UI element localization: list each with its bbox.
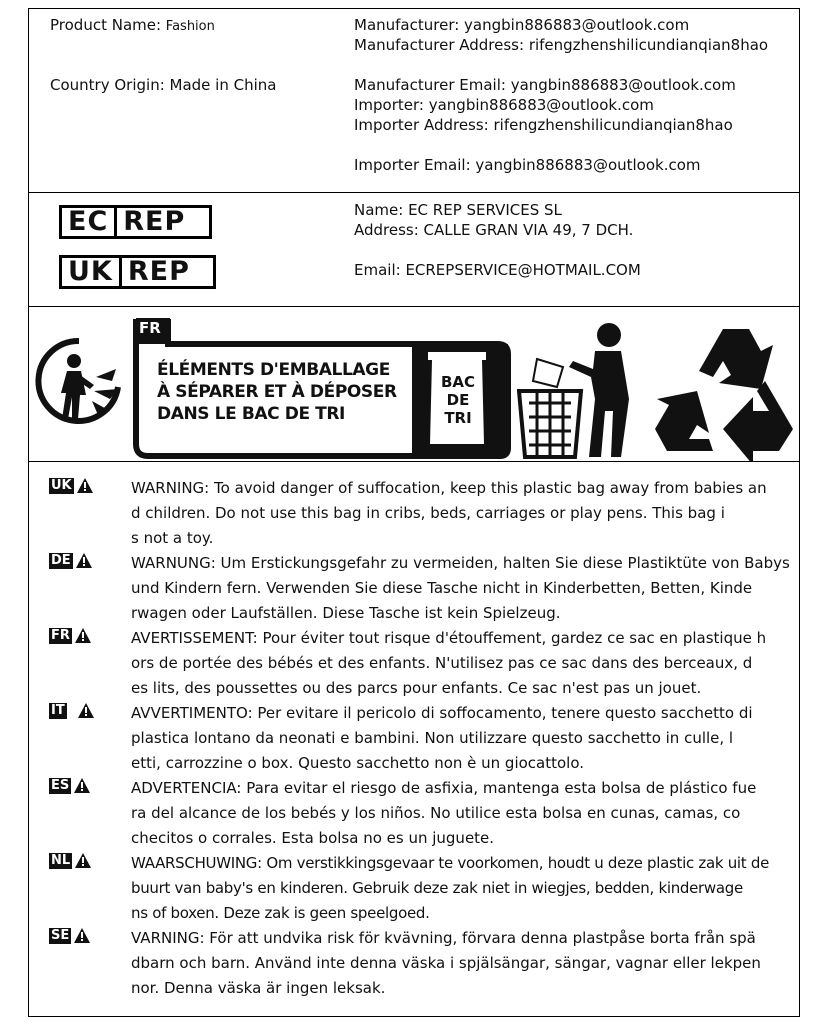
product-name: Product Name: Fashion	[50, 16, 215, 34]
recycling-line-3: DANS LE BAC DE TRI	[157, 404, 345, 424]
triman-recycle-icon	[34, 335, 124, 427]
divider	[29, 306, 799, 307]
rep-name: Name: EC REP SERVICES SL	[354, 201, 562, 219]
warning-text: AVERTISSEMENT: Pour éviter tout risque d'étouffement, gardez ce sac en plastique h ors de portée des bébés et des enfants. N'utilisez pas ce sac dans des berceaux, d es lits, des poussettes ou des parcs pour enfants. Ce sac n'est pas un jouet.	[131, 629, 767, 697]
warning-text: AVVERTIMENTO: Per evitare il pericolo di soffocamento, tenere questo sacchetto di plastica lontano da neonati e bambini. Non utilizzare questo sacchetto in culle, l etti, carrozzine o box. Questo sacchetto non è un giocattolo.	[131, 704, 753, 772]
rep-email: Email: ECREPSERVICE@HOTMAIL.COM	[354, 261, 641, 279]
language-code: ES	[51, 777, 70, 793]
warning-flag	[49, 852, 92, 869]
country-origin: Country Origin: Made in China	[50, 76, 277, 94]
tidyman-icon	[517, 319, 642, 461]
warning-flag	[49, 702, 95, 719]
warning-text: ADVERTENCIA: Para evitar el riesgo de asfixia, mantenga esta bolsa de plástico fue ra del alcance de los bebés y los niños. No utilice esta bolsa en cunas, camas, co checitos o corrales. Esta bolsa no es un juguete.	[131, 779, 757, 847]
divider	[29, 461, 799, 462]
warning-flag	[49, 477, 94, 494]
ec-rep-logo: EC REP	[59, 205, 212, 239]
warning-flag	[49, 627, 92, 644]
product-name-value: Fashion	[165, 19, 215, 34]
warning-flag	[49, 927, 91, 944]
recycle-arrows-icon	[653, 311, 799, 461]
importer: Importer: yangbin886883@outlook.com	[354, 96, 654, 114]
warning-triangle-icon	[74, 852, 92, 869]
language-code: NL	[51, 852, 71, 868]
rep-address: Address: CALLE GRAN VIA 49, 7 DCH.	[354, 221, 634, 239]
recycling-line-2: À SÉPARER ET À DÉPOSER	[157, 382, 397, 402]
language-code: DE	[51, 552, 71, 568]
language-code: UK	[51, 477, 72, 493]
warning-triangle-icon	[73, 927, 91, 944]
warning-triangle-icon	[77, 702, 95, 719]
warning-flag	[49, 552, 93, 569]
fr-tag: FR	[139, 319, 161, 337]
importer-email: Importer Email: yangbin886883@outlook.com	[354, 156, 701, 174]
bin-label: BAC DE TRI	[440, 373, 476, 427]
language-code: IT	[51, 702, 65, 718]
manufacturer-address: Manufacturer Address: rifengzhenshilicundianqian8hao	[354, 36, 769, 54]
divider	[29, 192, 799, 193]
warning-triangle-icon	[73, 777, 91, 794]
warning-text: WARNUNG: Um Erstickungsgefahr zu vermeiden, halten Sie diese Plastiktüte von Babys und Kindern fern. Verwenden Sie diese Tasche nicht in Kinderbetten, Betten, Kinde rwagen oder Laufställen. Diese Tasche ist kein Spielzeug.	[131, 554, 790, 622]
recycling-line-1: ÉLÉMENTS D'EMBALLAGE	[157, 360, 390, 380]
warning-text: WAARSCHUWING: Om verstikkingsgevaar te voorkomen, houdt u deze plastic zak uit de buurt van baby's en kinderen. Gebruik deze zak niet in wiegjes, bedden, kinderwage ns of boxen. Deze zak is geen speelgoed.	[131, 854, 770, 922]
recycling-text	[157, 359, 397, 425]
label-sheet	[28, 8, 800, 1017]
manufacturer-email: Manufacturer Email: yangbin886883@outlook.com	[354, 76, 736, 94]
manufacturer: Manufacturer: yangbin886883@outlook.com	[354, 16, 690, 34]
warning-triangle-icon	[75, 552, 93, 569]
language-code: SE	[51, 927, 70, 943]
importer-address: Importer Address: rifengzhenshilicundianqian8hao	[354, 116, 733, 134]
warning-triangle-icon	[74, 627, 92, 644]
warning-triangle-icon	[76, 477, 94, 494]
uk-rep-logo: UK REP	[59, 255, 216, 289]
language-code: FR	[51, 627, 70, 643]
warning-text: VARNING: För att undvika risk för kvävning, förvara denna plastpåse borta från spä dbarn och barn. Använd inte denna väska i spjälsängar, sängar, vagnar eller lekpen nor. Denna väska är ingen leksak.	[131, 929, 761, 997]
warning-text: WARNING: To avoid danger of suffocation, keep this plastic bag away from babies an d children. Do not use this bag in cribs, beds, carriages or play pens. This bag i s not a toy.	[131, 479, 767, 547]
warning-flag	[49, 777, 91, 794]
